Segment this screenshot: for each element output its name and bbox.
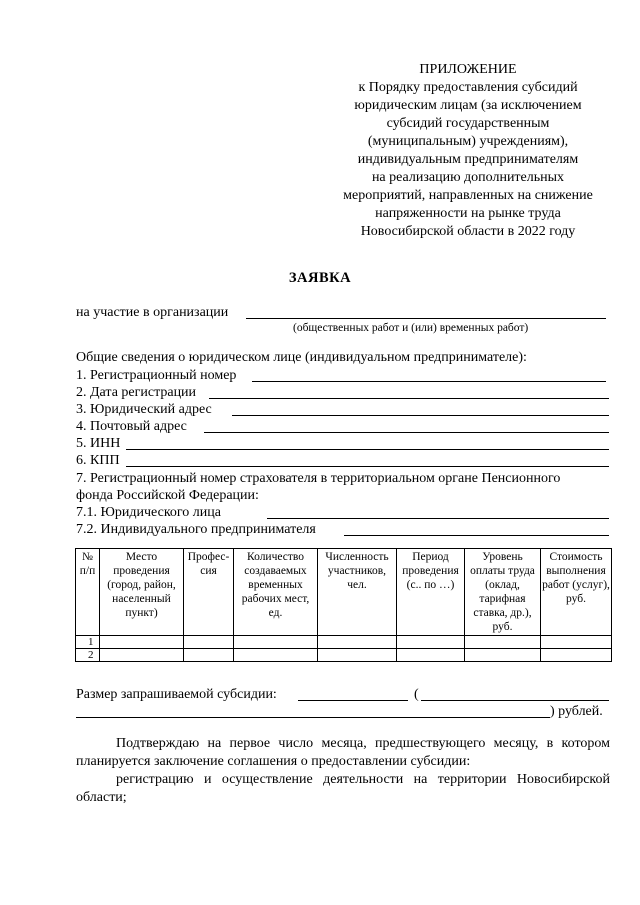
confirm-paragraph-1: Подтверждаю на первое число месяца, предшествующего месяцу, в котором планируется заключение соглашения о предоставлении субсидии: [76, 736, 610, 769]
participation-field[interactable] [246, 318, 606, 319]
table-header-cell: Уровень оплаты труда (оклад, тарифная ставка, др.), руб. [465, 549, 541, 636]
appendix-line: индивидуальным предпринимателям [357, 152, 579, 167]
participation-label: на участие в организации [76, 305, 229, 320]
postal-address-field[interactable] [204, 432, 609, 433]
appendix-line: субсидий государственным [386, 116, 550, 131]
item7-line2: фонда Российской Федерации: [76, 488, 259, 503]
appendix-line: к Порядку предоставления субсидий [358, 80, 578, 95]
table-cell[interactable] [318, 636, 397, 649]
field-label-kpp: 6. КПП [76, 453, 120, 468]
table-row [76, 636, 612, 649]
table-header-row [76, 549, 612, 636]
reg-number-field[interactable] [252, 381, 606, 382]
participation-caption: (общественных работ и (или) временных работ) [293, 322, 529, 334]
appendix-line: напряженности на рынке труда [375, 206, 561, 221]
table-header-cell: № п/п [76, 549, 100, 636]
appendix-line: юридическим лицам (за исключением [354, 98, 582, 113]
appendix-line: на реализацию дополнительных [371, 170, 565, 185]
table-cell[interactable] [397, 636, 465, 649]
table-cell[interactable] [184, 649, 234, 662]
table-header-cell: Стоимость выполнения работ (услуг), руб. [541, 549, 612, 636]
table-cell[interactable] [318, 649, 397, 662]
table-cell[interactable] [234, 636, 318, 649]
table-header-cell: Профес-сия [184, 549, 234, 636]
field-label-reg-number: 1. Регистрационный номер [76, 368, 237, 383]
subsidy-amount-field[interactable] [298, 700, 408, 701]
subsidy-label: Размер запрашиваемой субсидии: [76, 687, 277, 702]
field-label-legal-address: 3. Юридический адрес [76, 402, 212, 417]
item71-label: 7.1. Юридического лица [76, 505, 221, 520]
confirm-paragraph-2: регистрацию и осуществление деятельности на территории Новосибирской области; [76, 772, 610, 805]
table-cell[interactable] [465, 649, 541, 662]
appendix-block [322, 61, 614, 241]
table-cell[interactable] [541, 636, 612, 649]
table-header-cell: Численность участников, чел. [318, 549, 397, 636]
subsidy-tail: ) рублей. [550, 704, 603, 719]
subsidy-words-field-2[interactable] [76, 717, 550, 718]
appendix-line: мероприятий, направленных на снижение [343, 188, 593, 203]
appendix-line: (муниципальным) учреждениям), [367, 134, 569, 149]
reg-date-field[interactable] [209, 398, 609, 399]
document-title: ЗАЯВКА [288, 270, 352, 286]
table-cell[interactable] [541, 649, 612, 662]
work-places-table [75, 548, 612, 662]
item72-label: 7.2. Индивидуального предпринимателя [76, 522, 316, 537]
table-cell[interactable] [184, 636, 234, 649]
table-header-cell: Место проведения (город, район, населенный пункт) [100, 549, 184, 636]
subsidy-words-field-1[interactable] [421, 700, 609, 701]
row-number: 1 [76, 636, 100, 649]
general-info-heading: Общие сведения о юридическом лице (индивидуальном предпринимателе): [76, 350, 527, 365]
table-cell[interactable] [100, 649, 184, 662]
inn-field[interactable] [126, 449, 609, 450]
field-label-postal-address: 4. Почтовый адрес [76, 419, 187, 434]
appendix-line: Новосибирской области в 2022 году [360, 224, 576, 239]
subsidy-open-paren: ( [414, 687, 419, 702]
table-cell[interactable] [100, 636, 184, 649]
kpp-field[interactable] [126, 466, 609, 467]
legal-address-field[interactable] [232, 415, 609, 416]
entrepreneur-insurer-field[interactable] [344, 535, 609, 536]
table-row [76, 649, 612, 662]
table-cell[interactable] [234, 649, 318, 662]
table-cell[interactable] [465, 636, 541, 649]
field-label-inn: 5. ИНН [76, 436, 121, 451]
item7-line1: 7. Регистрационный номер страхователя в территориальном органе Пенсионного [76, 471, 561, 486]
table-header-cell: Период проведения (с.. по …) [397, 549, 465, 636]
row-number: 2 [76, 649, 100, 662]
table-cell[interactable] [397, 649, 465, 662]
legal-entity-insurer-field[interactable] [267, 518, 609, 519]
appendix-line: ПРИЛОЖЕНИЕ [419, 62, 517, 77]
table-header-cell: Количество создаваемых временных рабочих мест, ед. [234, 549, 318, 636]
field-label-reg-date: 2. Дата регистрации [76, 385, 197, 400]
